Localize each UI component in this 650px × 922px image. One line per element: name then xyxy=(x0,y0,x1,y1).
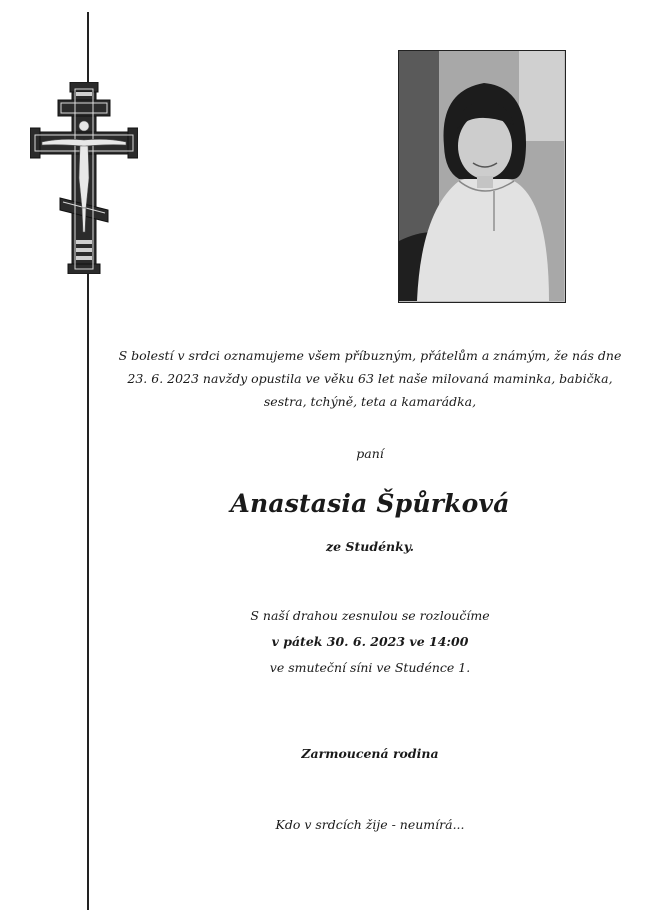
orthodox-cross-icon xyxy=(30,82,138,274)
announcement-line: S bolestí v srdci oznamujeme všem příbuzným, přátelům a známým, že nás dne xyxy=(118,348,622,363)
farewell-block xyxy=(90,603,650,681)
farewell-datetime: v pátek 30. 6. 2023 ve 14:00 xyxy=(271,634,469,649)
farewell-place: ve smuteční síni ve Studénce 1. xyxy=(269,660,471,675)
motto: Kdo v srdcích žije - neumírá... xyxy=(275,817,465,832)
portrait-photo xyxy=(398,50,566,303)
deceased-name: Anastasia Špůrková xyxy=(230,489,510,518)
farewell-intro: S naší drahou zesnulou se rozloučíme xyxy=(250,608,490,623)
salutation: paní xyxy=(356,446,384,461)
announcement-line: sestra, tchýně, teta a kamarádka, xyxy=(263,394,477,409)
announcement-text xyxy=(90,344,650,413)
signature: Zarmoucená rodina xyxy=(301,746,439,761)
announcement-line: 23. 6. 2023 navždy opustila ve věku 63 let naše milovaná maminka, babička, xyxy=(127,371,613,386)
origin: ze Studénky. xyxy=(326,539,414,554)
